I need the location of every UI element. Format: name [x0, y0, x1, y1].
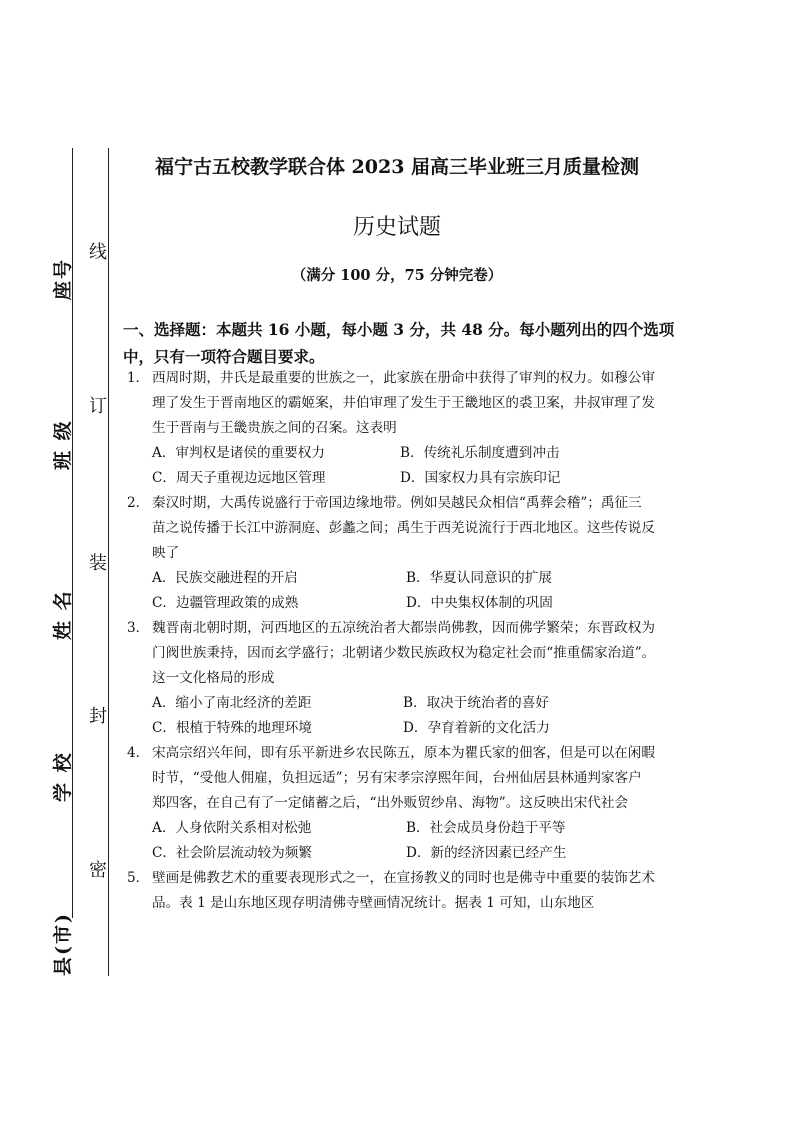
question-text-line: 时节，“受他人佣雇，负担远适”；另有宋孝宗淳熙年间，台州仙居县林通判家客户 [152, 770, 642, 786]
option-b[interactable]: B．社会成员身份趋于平等 [406, 820, 566, 836]
seal-char-ding: 订 [89, 396, 107, 417]
option-b[interactable]: B．取决于统治者的喜好 [403, 695, 549, 711]
field-school: 学 校 [52, 751, 74, 802]
option-d[interactable]: D．中央集权体制的巩固 [406, 595, 553, 611]
question-text-line: 宋高宗绍兴年间，即有乐平新进乡农民陈五，原本为瞿氏家的佃客，但是可以在闲暇 [152, 745, 655, 761]
option-a[interactable]: A．审判权是诸侯的重要权力 [152, 445, 325, 461]
exam-title: 福宁古五校教学联合体 2023 届高三毕业班三月质量检测 [154, 156, 640, 178]
option-d[interactable]: D．新的经济因素已经产生 [406, 845, 567, 861]
exam-note: （满分 100 分，75 分钟完卷） [291, 267, 503, 284]
question-number: 4． [127, 745, 150, 761]
question-text-line: 映了 [152, 545, 180, 561]
question-text-line: 西周时期，井氏是最重要的世族之一，此家族在册命中获得了审判的权力。如穆公审 [152, 370, 655, 386]
question-text-line: 门阀世族秉持，因而玄学盛行；北朝诸少数民族政权为稳定社会而“推重儒家治道”。 [152, 645, 656, 661]
question-number: 2． [127, 495, 150, 511]
question-text-line: 理了发生于晋南地区的霸姬案，井伯审理了发生于王畿地区的裘卫案，井叔审理了发 [152, 395, 655, 411]
seal-char-zhuang: 装 [89, 553, 107, 574]
question-text-line: 秦汉时期，大禹传说盛行于帝国边缘地带。例如吴越民众相信“禹葬会稽”；禹征三 [152, 495, 642, 511]
option-a[interactable]: A．人身依附关系相对松弛 [152, 820, 312, 836]
option-b[interactable]: B．华夏认同意识的扩展 [406, 570, 552, 586]
field-county: 县(市) [52, 912, 74, 976]
option-d[interactable]: D．国家权力具有宗族印记 [400, 470, 561, 486]
seal-char-xian: 线 [89, 242, 107, 263]
question-number: 1． [127, 370, 150, 386]
option-c[interactable]: C．边疆管理政策的成熟 [152, 595, 299, 611]
question-text-line: 生于晋南与王畿贵族之间的召案。这表明 [152, 420, 397, 436]
question-text-line: 郑四客，在自己有了一定储蓄之后，“出外贩贸纱帛、海物”。这反映出宋代社会 [152, 795, 629, 811]
field-seat-number: 座号 [52, 257, 74, 300]
question-text-line: 壁画是佛教艺术的重要表现形式之一，在宣扬教义的同时也是佛寺中重要的装饰艺术 [152, 870, 655, 886]
field-class: 班 级 [52, 419, 74, 470]
question-number: 5． [127, 870, 150, 886]
question-number: 3． [127, 620, 150, 636]
option-c[interactable]: C．社会阶层流动较为频繁 [152, 845, 312, 861]
option-c[interactable]: C．根植于特殊的地理环境 [152, 720, 312, 736]
section-heading [123, 316, 683, 370]
question-text-line: 品。表 1 是山东地区现存明清佛寺壁画情况统计。据表 1 可知，山东地区 [152, 895, 595, 911]
section-heading-line1: 一、选择题：本题共 16 小题，每小题 3 分，共 48 分。每小题列出的四个选项 [123, 320, 675, 339]
question-text-line: 魏晋南北朝时期，河西地区的五凉统治者大都崇尚佛教，因而佛学繁荣；东晋政权为 [152, 620, 655, 636]
section-heading-line2: 中，只有一项符合题目要求。 [123, 347, 325, 366]
option-c[interactable]: C．周天子重视边远地区管理 [152, 470, 326, 486]
option-d[interactable]: D．孕育着新的文化活力 [403, 720, 550, 736]
option-a[interactable]: A．民族交融进程的开启 [152, 570, 298, 586]
question-text-line: 这一文化格局的形成 [152, 670, 275, 686]
option-b[interactable]: B．传统礼乐制度遭到冲击 [400, 445, 560, 461]
option-a[interactable]: A．缩小了南北经济的差距 [152, 695, 312, 711]
seal-char-mi: 密 [89, 860, 107, 881]
subject-title: 历史试题 [352, 215, 441, 240]
field-name: 姓 名 [52, 589, 74, 640]
seal-char-feng: 封 [89, 706, 107, 727]
question-text-line: 苗之说传播于长江中游洞庭、彭蠡之间；禹生于西羌说流行于西北地区。这些传说反 [152, 520, 655, 536]
